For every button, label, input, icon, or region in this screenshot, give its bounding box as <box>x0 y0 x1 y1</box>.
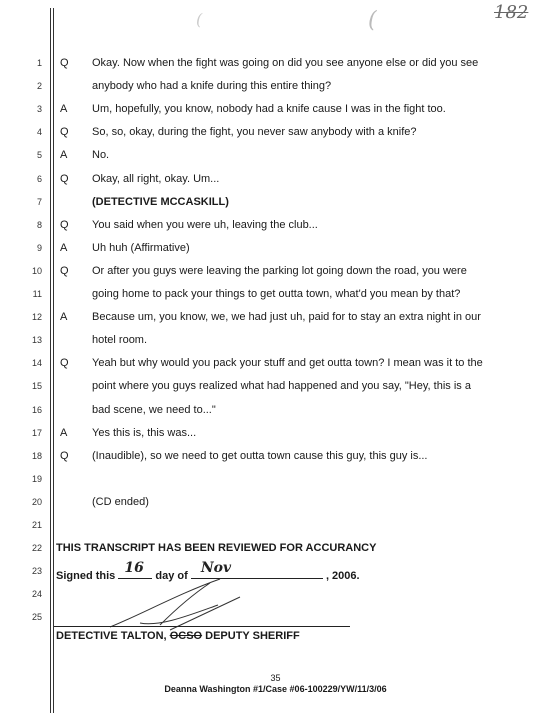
speaker-label: A <box>60 149 68 161</box>
line-text: anybody who had a knife during this entire thing? <box>92 80 332 92</box>
signature-line <box>54 626 350 627</box>
line-number: 19 <box>31 474 42 484</box>
left-margin-rule <box>50 8 51 713</box>
line-number: 22 <box>31 543 42 553</box>
footer-case: Deanna Washington #1/Case #06-100229/YW/11/3/06 <box>164 684 387 694</box>
handwritten-day: 16 <box>124 560 144 576</box>
line-number: 23 <box>31 566 42 576</box>
speaker-label: A <box>60 103 68 115</box>
line-text: (DETECTIVE MCCASKILL) <box>92 196 229 208</box>
signer-name: DETECTIVE TALTON, <box>56 630 167 642</box>
line-text: Okay, all right, okay. Um... <box>92 173 220 185</box>
signed-prefix: Signed this <box>56 570 116 582</box>
speaker-label: A <box>60 242 68 254</box>
line-text: No. <box>92 149 110 161</box>
line-text: Yes this is, this was... <box>92 427 197 439</box>
line-number: 20 <box>31 497 42 507</box>
line-text: bad scene, we need to..." <box>92 404 216 416</box>
footer-page-number: 35 <box>270 673 281 683</box>
line-number: 5 <box>36 150 42 160</box>
line-text: Because um, you know, we, we had just uh, paid for to stay an extra night in our <box>92 311 481 323</box>
speaker-label: Q <box>60 450 69 462</box>
speaker-label: Q <box>60 57 69 69</box>
line-text: Yeah but why would you pack your stuff and get outta town? I mean was it to the <box>92 357 483 369</box>
line-number: 13 <box>31 335 42 345</box>
line-text: point where you guys realized what had happened and you say, "Hey, this is a <box>92 380 471 392</box>
handwritten-month: Nov <box>200 560 232 576</box>
line-text: going home to pack your things to get outta town, what'd you mean by that? <box>92 288 461 300</box>
line-number: 2 <box>36 81 42 91</box>
speaker-label: Q <box>60 126 69 138</box>
signer-line <box>56 630 300 642</box>
speaker-label: A <box>60 427 68 439</box>
line-text: Um, hopefully, you know, nobody had a knife cause I was in the fight too. <box>92 103 446 115</box>
line-text: (Inaudible), so we need to get outta town cause this guy, this guy is... <box>92 450 428 462</box>
speaker-label: Q <box>60 173 69 185</box>
line-number: 11 <box>32 289 42 299</box>
line-number: 21 <box>31 520 42 530</box>
line-number: 1 <box>36 58 42 68</box>
signer-title: DEPUTY SHERIFF <box>205 630 300 642</box>
line-text: Uh huh (Affirmative) <box>92 242 190 254</box>
line-number: 16 <box>31 405 42 415</box>
line-number: 8 <box>36 220 42 230</box>
speaker-label: Q <box>60 357 69 369</box>
speaker-label: Q <box>60 265 69 277</box>
line-number: 3 <box>36 104 42 114</box>
line-number: 4 <box>36 127 42 137</box>
line-text: So, so, okay, during the fight, you never saw anybody with a knife? <box>92 126 417 138</box>
struck-org: OCSO <box>169 630 203 642</box>
line-number: 12 <box>31 312 42 322</box>
line-text: Or after you guys were leaving the parking lot going down the road, you were <box>92 265 467 277</box>
review-heading: THIS TRANSCRIPT HAS BEEN REVIEWED FOR ACCURANCY <box>56 542 377 554</box>
handwritten-page-number: 182 <box>494 2 529 23</box>
day-of-label: day of <box>155 570 188 582</box>
line-number: 10 <box>31 266 42 276</box>
year-label: , 2006. <box>325 570 360 582</box>
left-margin-rule-inner <box>53 8 54 713</box>
line-text: Okay. Now when the fight was going on did you see anyone else or did you see <box>92 57 479 69</box>
line-number: 25 <box>31 612 42 622</box>
line-number: 14 <box>31 358 42 368</box>
line-number: 6 <box>36 174 42 184</box>
line-number: 24 <box>31 589 42 599</box>
line-number: 17 <box>31 428 42 438</box>
speaker-label: Q <box>60 219 69 231</box>
binder-mark-left: ( <box>196 10 203 29</box>
line-text: You said when you were uh, leaving the club... <box>92 219 318 231</box>
speaker-label: A <box>60 311 68 323</box>
line-number: 9 <box>36 243 42 253</box>
line-number: 18 <box>31 451 42 461</box>
line-number: 15 <box>31 381 42 391</box>
line-number: 7 <box>36 197 42 207</box>
binder-mark-right: ( <box>368 8 377 33</box>
line-text: (CD ended) <box>92 496 149 508</box>
line-text: hotel room. <box>92 334 148 346</box>
